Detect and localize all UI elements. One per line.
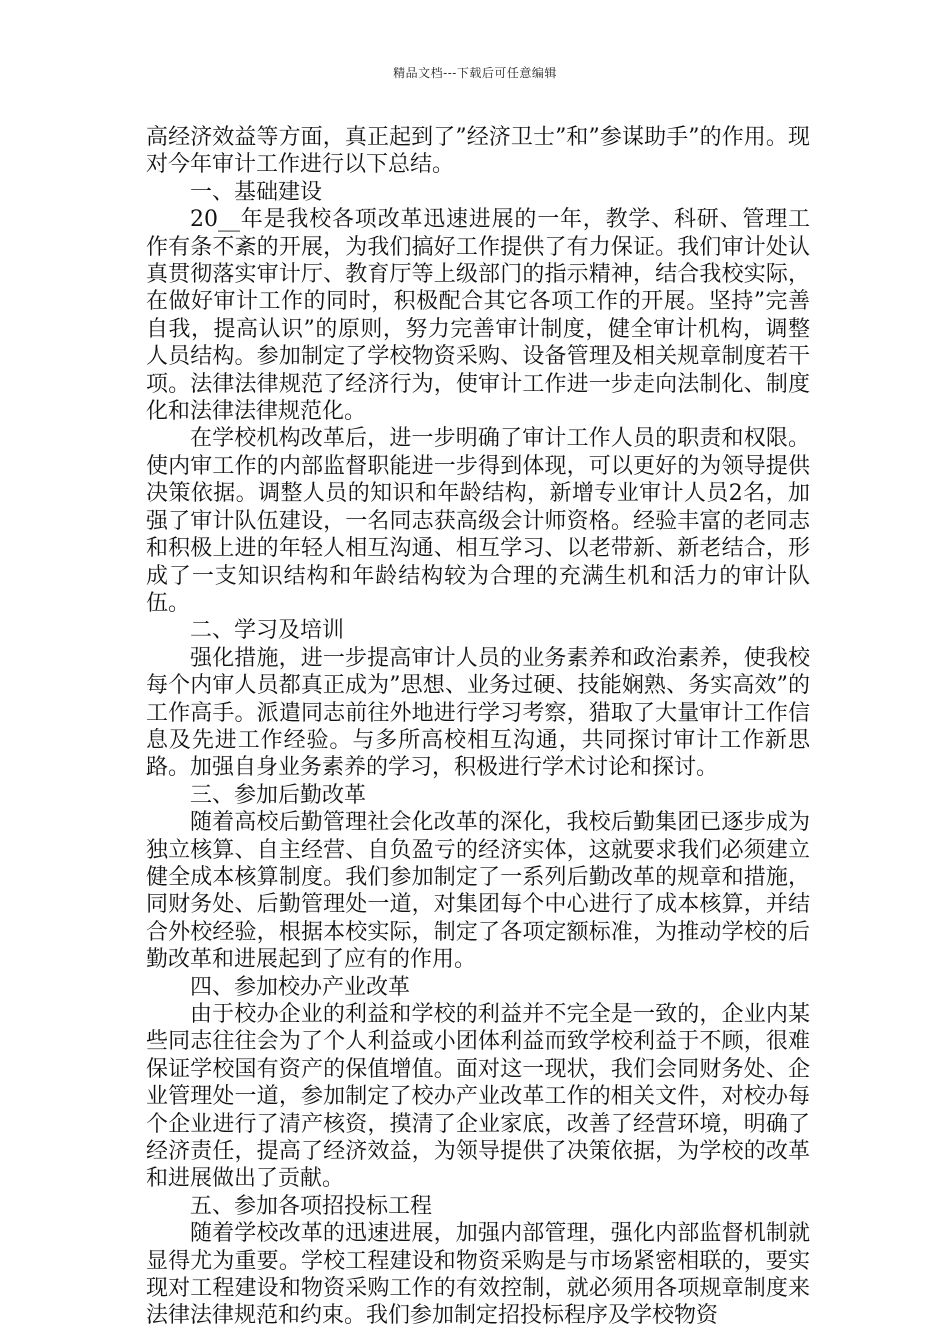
page-header: 精品文档---下载后可任意编辑 xyxy=(393,66,557,80)
paragraph-institutional-reform: 在学校机构改革后，进一步明确了审计工作人员的职责和权限。使内审工作的内部监督职能进一步得到体现，可以更好的为领导提供决策依据。调整人员的知识和年龄结构，新增专业审计人员2名，加强了审计队伍建设，一名同志获高级会计师资格。经验丰富的老同志和积极上进的年轻人相互沟通、相互学习、以老带新、新老结合，形成了一支知识结构和年龄结构较为合理的充满生机和活力的审计队伍。 xyxy=(146,426,810,616)
section-heading-basic-construction: 一、基础建设 xyxy=(190,179,323,205)
paragraph-intro-continuation: 高经济效益等方面，真正起到了”经济卫士”和”参谋助手”的作用。现对今年审计工作进行以下总结。 xyxy=(146,125,810,178)
paragraph-bidding: 随着学校改革的迅速进展，加强内部管理，强化内部监督机制就显得尤为重要。学校工程建设和物资采购是与市场紧密相联的，要实现对工程建设和物资采购工作的有效控制，就必须用各项规章制度来法律法律规范和约束。我们参加制定招投标程序及学校物资 xyxy=(146,1221,810,1329)
paragraph-logistics-reform: 随着高校后勤管理社会化改革的深化，我校后勤集团已逐步成为独立核算、自主经营、自负盈亏的经济实体，这就要求我们必须建立健全成本核算制度。我们参加制定了一系列后勤改革的规章和措施，同财务处、后勤管理处一道，对集团每个中心进行了成本核算，并结合外校经验，根据本校实际，制定了各项定额标准，为推动学校的后勤改革和进展起到了应有的作用。 xyxy=(146,810,810,973)
document-body xyxy=(146,124,810,1330)
section-heading-bidding: 五、参加各项招投标工程 xyxy=(190,1193,433,1219)
paragraph-training: 强化措施，进一步提高审计人员的业务素养和政治素养，使我校每个内审人员都真正成为”思想、业务过硬、技能娴熟、务实高效”的工作高手。派遣同志前往外地进行学习考察，猎取了大量审计工作信息及先进工作经验。与多所高校相互沟通，共同探讨审计工作新思路。加强自身业务素养的学习，积极进行学术讨论和探讨。 xyxy=(146,645,810,781)
paragraph-basic-construction: 20__年是我校各项改革迅速进展的一年，教学、科研、管理工作有条不紊的开展，为我们搞好工作提供了有力保证。我们审计处认真贯彻落实审计厅、教育厅等上级部门的指示精神，结合我校实际，在做好审计工作的同时，积极配合其它各项工作的开展。坚持”完善自我，提高认识”的原则，努力完善审计制度，健全审计机构，调整人员结构。参加制定了学校物资采购、设备管理及相关规章制度若干项。法律法律规范了经济行为，使审计工作进一步走向法制化、制度化和法律法律规范化。 xyxy=(146,207,810,425)
section-heading-training: 二、学习及培训 xyxy=(190,618,345,644)
section-heading-logistics-reform: 三、参加后勤改革 xyxy=(190,782,367,808)
section-heading-industry-reform: 四、参加校办产业改革 xyxy=(190,974,411,1000)
paragraph-industry-reform: 由于校办企业的利益和学校的利益并不完全是一致的，企业内某些同志往往会为了个人利益或小团体利益而致学校利益于不顾，很难保证学校国有资产的保值增值。面对这一现状，我们会同财务处、企业管理处一道，参加制定了校办产业改革工作的相关文件，对校办每个企业进行了清产核资，摸清了企业家底，改善了经营环境，明确了经济责任，提高了经济效益，为领导提供了决策依据，为学校的改革和进展做出了贡献。 xyxy=(146,1002,810,1192)
